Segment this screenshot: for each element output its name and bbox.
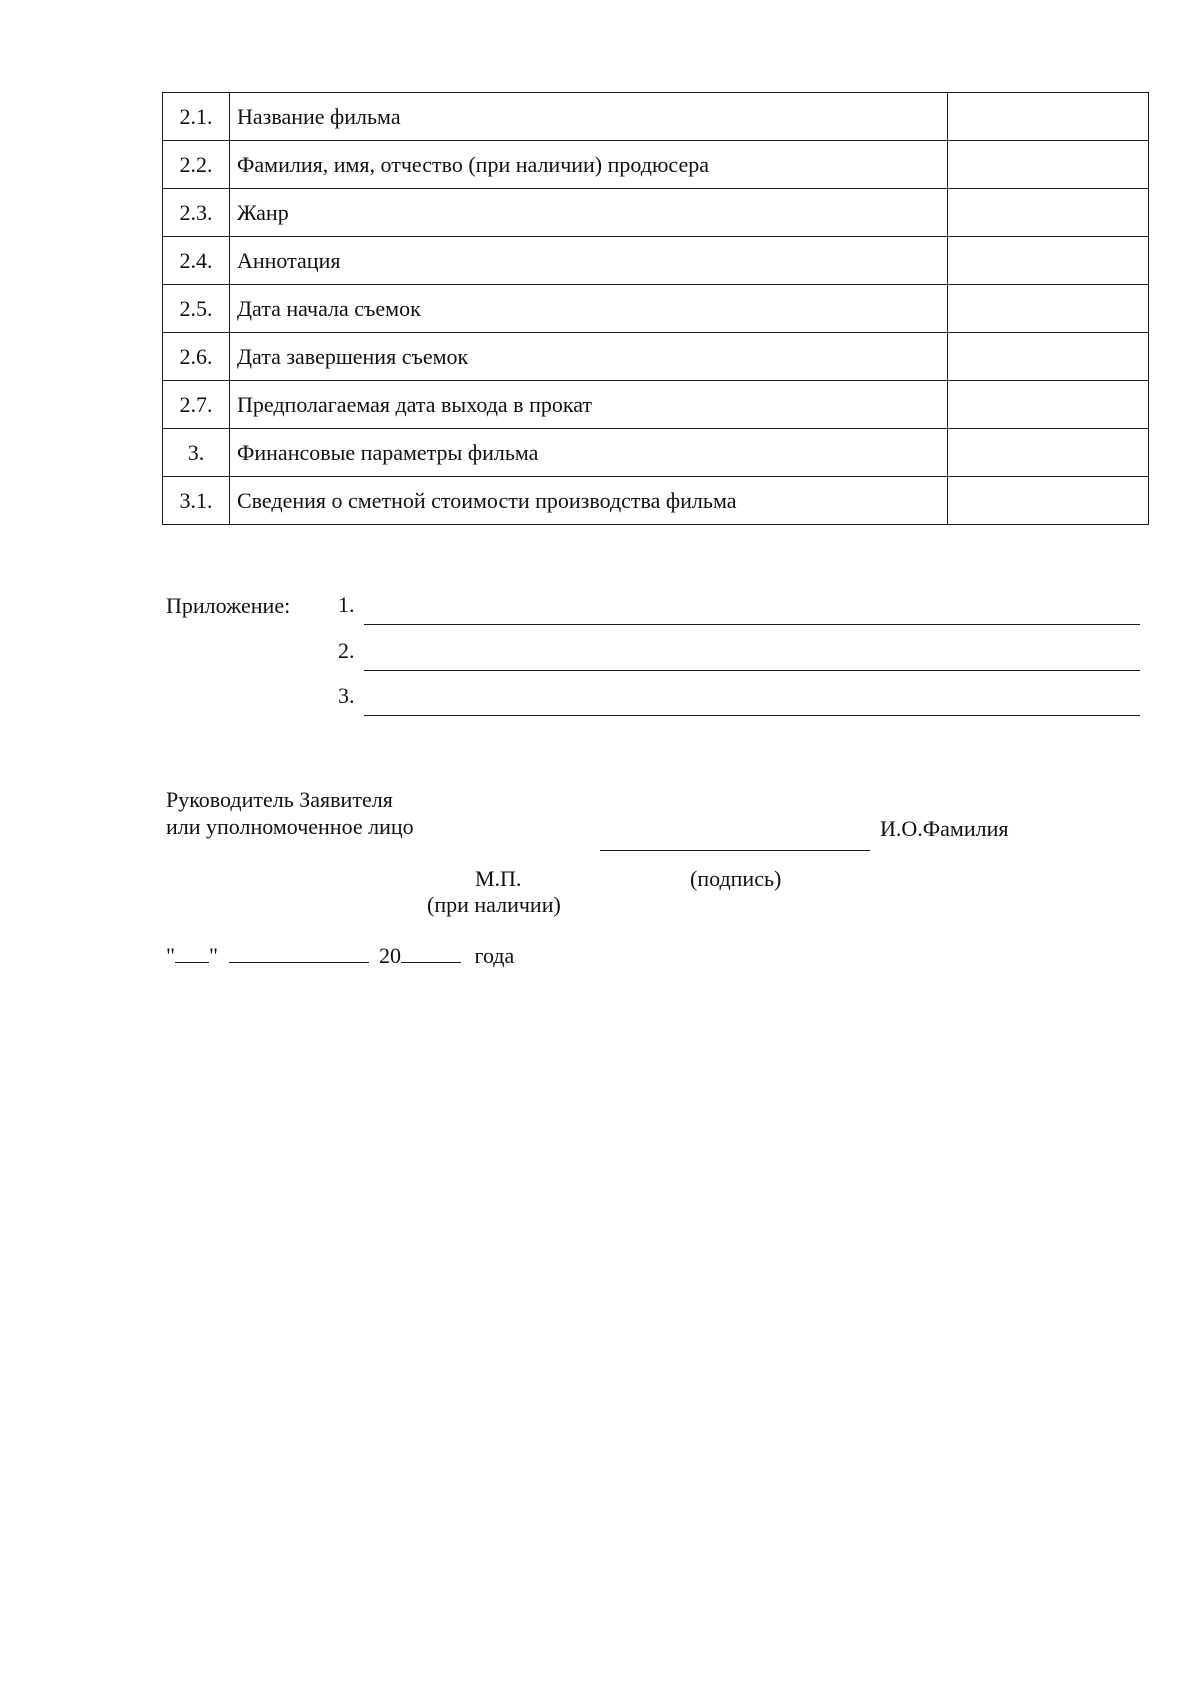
stamp-label: М.П. [475, 866, 522, 891]
row-label: Сведения о сметной стоимости производства фильма [230, 477, 948, 525]
row-label: Название фильма [230, 93, 948, 141]
signature-line[interactable] [600, 850, 870, 851]
table-row [163, 237, 1149, 285]
attachment-blank-line[interactable] [364, 715, 1140, 716]
table-row [163, 141, 1149, 189]
stamp-note: (при наличии) [427, 892, 561, 917]
film-info-table [162, 92, 1149, 525]
row-value-cell[interactable] [948, 285, 1149, 333]
row-number: 2.3. [163, 189, 230, 237]
row-number: 2.1. [163, 93, 230, 141]
table-row [163, 93, 1149, 141]
table-row [163, 381, 1149, 429]
row-value-cell[interactable] [948, 333, 1149, 381]
date-close-quote: " [208, 943, 218, 968]
date-day-blank[interactable] [175, 942, 209, 963]
row-value-cell[interactable] [948, 93, 1149, 141]
row-number: 2.5. [163, 285, 230, 333]
attachment-blank-line[interactable] [364, 670, 1140, 671]
table-row [163, 285, 1149, 333]
table-row [163, 189, 1149, 237]
row-number: 2.7. [163, 381, 230, 429]
row-label: Финансовые параметры фильма [230, 429, 948, 477]
row-number: 2.6. [163, 333, 230, 381]
row-value-cell[interactable] [948, 477, 1149, 525]
film-info-table-body [163, 93, 1149, 525]
signature-caption: (подпись) [690, 866, 782, 891]
table-row [163, 477, 1149, 525]
date-row [166, 942, 514, 969]
table-row [163, 333, 1149, 381]
row-label: Фамилия, имя, отчество (при наличии) продюсера [230, 141, 948, 189]
attachment-item [338, 683, 1140, 713]
name-placeholder: И.О.Фамилия [880, 816, 1009, 841]
date-year-prefix: 20 [378, 943, 401, 968]
row-value-cell[interactable] [948, 189, 1149, 237]
attachment-item [338, 638, 1140, 668]
attachment-number: 3. [338, 683, 355, 708]
attachment-blank-line[interactable] [364, 624, 1140, 625]
row-label: Дата завершения съемок [230, 333, 948, 381]
attachment-item [338, 592, 1140, 622]
row-value-cell[interactable] [948, 429, 1149, 477]
attachments-title: Приложение: [166, 593, 291, 618]
row-label: Дата начала съемок [230, 285, 948, 333]
head-title-line2: или уполномоченное лицо [166, 814, 414, 839]
table-row [163, 429, 1149, 477]
date-month-blank[interactable] [229, 942, 369, 963]
row-label: Предполагаемая дата выхода в прокат [230, 381, 948, 429]
row-label: Жанр [230, 189, 948, 237]
attachment-number: 2. [338, 638, 355, 663]
row-value-cell[interactable] [948, 237, 1149, 285]
row-number: 3. [163, 429, 230, 477]
row-number: 2.2. [163, 141, 230, 189]
row-number: 3.1. [163, 477, 230, 525]
row-value-cell[interactable] [948, 381, 1149, 429]
date-year-blank[interactable] [401, 942, 461, 963]
date-suffix: года [474, 943, 515, 968]
row-label: Аннотация [230, 237, 948, 285]
row-number: 2.4. [163, 237, 230, 285]
attachment-number: 1. [338, 592, 355, 617]
head-title-line1: Руководитель Заявителя [166, 787, 393, 812]
row-value-cell[interactable] [948, 141, 1149, 189]
date-open-quote: " [166, 943, 175, 968]
